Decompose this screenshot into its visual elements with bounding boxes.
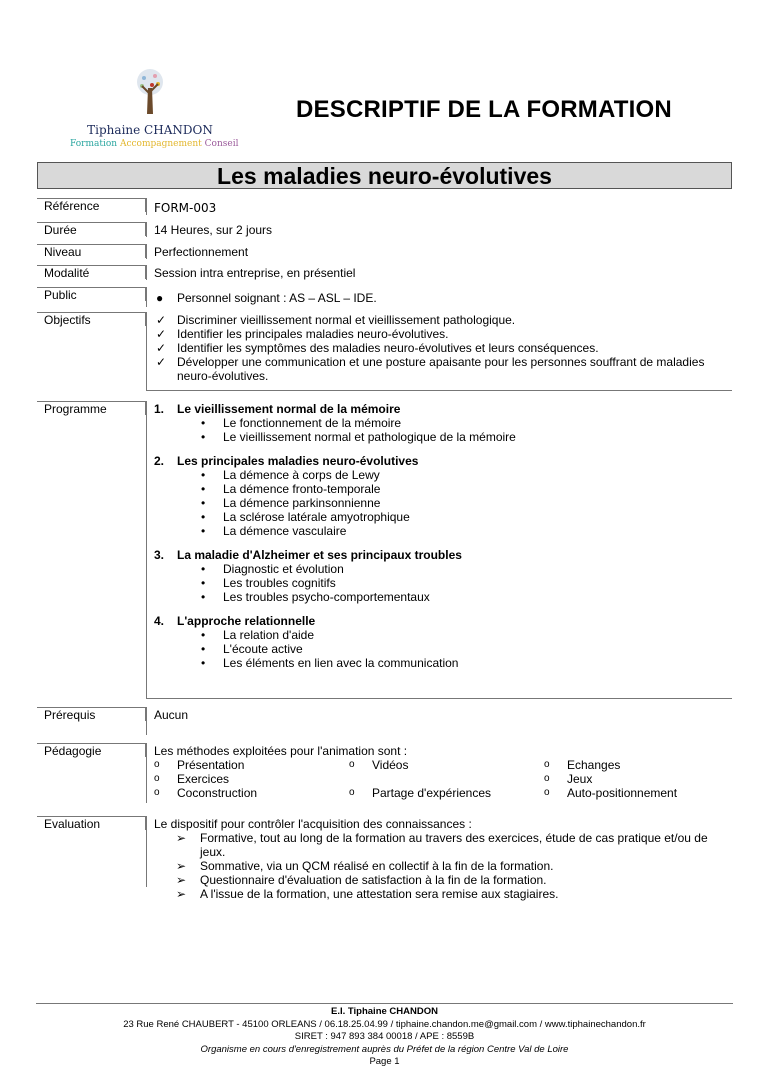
circle-bullet-icon: o <box>349 787 355 798</box>
bullet-icon: • <box>201 510 206 524</box>
pedagogie-method <box>544 758 744 772</box>
evaluation-item <box>154 873 732 887</box>
footer-siret: SIRET : 947 893 384 00018 / APE : 8559B <box>294 1031 475 1042</box>
arrow-bullet-icon: ➢ <box>176 887 187 901</box>
bullet-icon: • <box>201 628 206 642</box>
circle-bullet-icon: o <box>154 787 160 798</box>
programme-item <box>154 562 732 576</box>
pedagogie-method <box>154 758 349 772</box>
footer-note: Organisme en cours d'enregistrement auprès du Préfet de la région Centre Val de Loire <box>200 1043 569 1055</box>
evaluation-item-text: Questionnaire d'évaluation de satisfaction à la fin de la formation. <box>200 873 547 887</box>
pedagogie-method-text: Partage d'expériences <box>372 786 492 800</box>
programme-item <box>154 482 732 496</box>
bullet-icon: • <box>201 562 206 576</box>
logo-name: Tiphaine CHANDON <box>87 123 213 137</box>
evaluation-list <box>154 831 732 901</box>
logo-tagline: Formation Accompagnement Conseil <box>70 139 239 149</box>
label-evaluation: Evaluation <box>37 816 146 830</box>
pedagogie-method <box>544 786 744 800</box>
section-number: 4. <box>154 614 165 628</box>
value-duree: 14 Heures, sur 2 jours <box>146 222 732 237</box>
label-public: Public <box>37 287 146 301</box>
evaluation-item <box>154 831 732 859</box>
label-programme: Programme <box>37 401 146 415</box>
programme-item-text: L'écoute active <box>223 642 303 656</box>
check-icon: ✓ <box>156 313 167 327</box>
section-number: 2. <box>154 454 165 468</box>
section-number: 3. <box>154 548 165 562</box>
pedagogie-method-text: Coconstruction <box>177 786 258 800</box>
pedagogie-method <box>544 772 744 786</box>
evaluation-item <box>154 859 732 873</box>
programme-item-text: La sclérose latérale amyotrophique <box>223 510 410 524</box>
value-prerequis: Aucun <box>146 707 732 735</box>
pedagogie-method-text: Vidéos <box>372 758 409 772</box>
footer-company: E.I. Tiphaine CHANDON <box>331 1006 438 1017</box>
objectif-item: Développer une communication et une posture apaisante pour les personnes souffrant de maladies neuro-évolutives. <box>177 355 705 383</box>
pedagogie-method-text: Auto-positionnement <box>567 786 678 800</box>
objectif-item: Discriminer vieillissement normal et vieillissement pathologique. <box>177 313 516 327</box>
programme-item-text: La relation d'aide <box>223 628 315 642</box>
check-icon: ✓ <box>156 341 167 355</box>
section-title: Le vieillissement normal de la mémoire <box>177 402 401 416</box>
programme-item-text: Diagnostic et évolution <box>223 562 344 576</box>
pedagogie-method-text: Jeux <box>567 772 593 786</box>
evaluation-item-text: A l'issue de la formation, une attestation sera remise aux stagiaires. <box>200 887 559 901</box>
bullet-icon: • <box>201 576 206 590</box>
arrow-bullet-icon: ➢ <box>176 859 187 873</box>
arrow-bullet-icon: ➢ <box>176 831 187 845</box>
programme-item-text: Les troubles psycho-comportementaux <box>223 590 430 604</box>
programme-item-text: Les troubles cognitifs <box>223 576 336 590</box>
objectif-item: Identifier les principales maladies neuro-évolutives. <box>177 327 449 341</box>
pedagogie-intro: Les méthodes exploitées pour l'animation sont : <box>154 744 408 758</box>
label-duree: Durée <box>37 222 146 236</box>
programme-item <box>154 468 732 482</box>
programme-item <box>154 430 732 444</box>
programme-item <box>154 642 732 656</box>
section-number: 1. <box>154 402 165 416</box>
section-title: La maladie d'Alzheimer et ses principaux troubles <box>177 548 462 562</box>
evaluation-item-text: Sommative, via un QCM réalisé en collectif à la fin de la formation. <box>200 859 554 873</box>
circle-bullet-icon: o <box>544 787 550 798</box>
programme-section <box>154 454 732 468</box>
label-modalite: Modalité <box>37 265 146 279</box>
document-title: DESCRIPTIF DE LA FORMATION <box>296 96 672 123</box>
evaluation-item-text: Formative, tout au long de la formation au travers des exercices, étude de cas pratique et/ou de jeux. <box>200 831 708 859</box>
objectif-item: Identifier les symptômes des maladies neuro-évolutives et leurs conséquences. <box>177 341 599 355</box>
bullet-icon: • <box>201 482 206 496</box>
programme-item <box>154 576 732 590</box>
programme-item <box>154 590 732 604</box>
evaluation-intro: Le dispositif pour contrôler l'acquisition des connaissances : <box>154 817 472 831</box>
programme-item-text: La démence parkinsonnienne <box>223 496 381 510</box>
arrow-bullet-icon: ➢ <box>176 873 187 887</box>
programme-item-text: Le fonctionnement de la mémoire <box>223 416 402 430</box>
label-prerequis: Prérequis <box>37 707 146 721</box>
programme-section <box>154 614 732 628</box>
programme-section <box>154 548 732 562</box>
section-title: Les principales maladies neuro-évolutives <box>177 454 419 468</box>
pedagogie-method <box>349 772 544 786</box>
programme-item-text: La démence fronto-temporale <box>223 482 381 496</box>
footer <box>36 1003 733 1069</box>
check-icon: ✓ <box>156 327 167 341</box>
pedagogie-method <box>349 786 544 800</box>
bullet-icon: • <box>201 468 206 482</box>
programme-list <box>146 401 732 699</box>
programme-item <box>154 416 732 430</box>
programme-item-text: Les éléments en lien avec la communication <box>223 656 459 670</box>
bullet-icon: • <box>201 416 206 430</box>
programme-item-text: Le vieillissement normal et pathologique de la mémoire <box>223 430 516 444</box>
circle-bullet-icon: o <box>544 759 550 770</box>
programme-section <box>154 402 732 416</box>
label-pedagogie: Pédagogie <box>37 743 146 757</box>
course-title: Les maladies neuro-évolutives <box>37 162 732 189</box>
section-title: L'approche relationnelle <box>177 614 316 628</box>
objectifs-list <box>146 312 732 391</box>
bullet-icon: • <box>201 642 206 656</box>
bullet-icon: • <box>201 524 206 538</box>
programme-item-text: La démence à corps de Lewy <box>223 468 380 482</box>
pedagogie-method-text: Exercices <box>177 772 230 786</box>
pedagogie-method-text: Présentation <box>177 758 245 772</box>
value-niveau: Perfectionnement <box>146 244 732 259</box>
company-logo <box>70 66 239 149</box>
label-niveau: Niveau <box>37 244 146 258</box>
pedagogie-methods <box>154 758 732 800</box>
circle-bullet-icon: o <box>154 759 160 770</box>
circle-bullet-icon: o <box>349 759 355 770</box>
check-icon: ✓ <box>156 355 167 369</box>
programme-item <box>154 524 732 538</box>
programme-item <box>154 496 732 510</box>
label-reference: Référence <box>37 198 146 212</box>
pedagogie-method-text: Echanges <box>567 758 621 772</box>
bullet-icon: ● <box>156 291 164 305</box>
programme-item-text: La démence vasculaire <box>223 524 347 538</box>
page-number: Page 1 <box>369 1056 400 1067</box>
pedagogie-method <box>154 786 349 800</box>
footer-address: 23 Rue René CHAUBERT - 45100 ORLEANS / 06.18.25.04.99 / tiphaine.chandon.me@gmail.com / www.tiphainechandon.fr <box>123 1018 646 1030</box>
circle-bullet-icon: o <box>154 773 160 784</box>
pedagogie-method <box>349 758 544 772</box>
circle-bullet-icon: o <box>544 773 550 784</box>
label-objectifs: Objectifs <box>37 312 146 326</box>
bullet-icon: • <box>201 656 206 670</box>
pedagogie-method <box>154 772 349 786</box>
bullet-icon: • <box>201 496 206 510</box>
value-public: Personnel soignant : AS – ASL – IDE. <box>177 291 377 305</box>
bullet-icon: • <box>201 430 206 444</box>
programme-item <box>154 510 732 524</box>
programme-item <box>154 628 732 642</box>
value-reference: FORM-003 <box>146 198 732 215</box>
bullet-icon: • <box>201 590 206 604</box>
programme-item <box>154 656 732 670</box>
tree-logo-icon <box>130 66 170 118</box>
value-modalite: Session intra entreprise, en présentiel <box>146 265 732 280</box>
evaluation-item <box>154 887 732 901</box>
